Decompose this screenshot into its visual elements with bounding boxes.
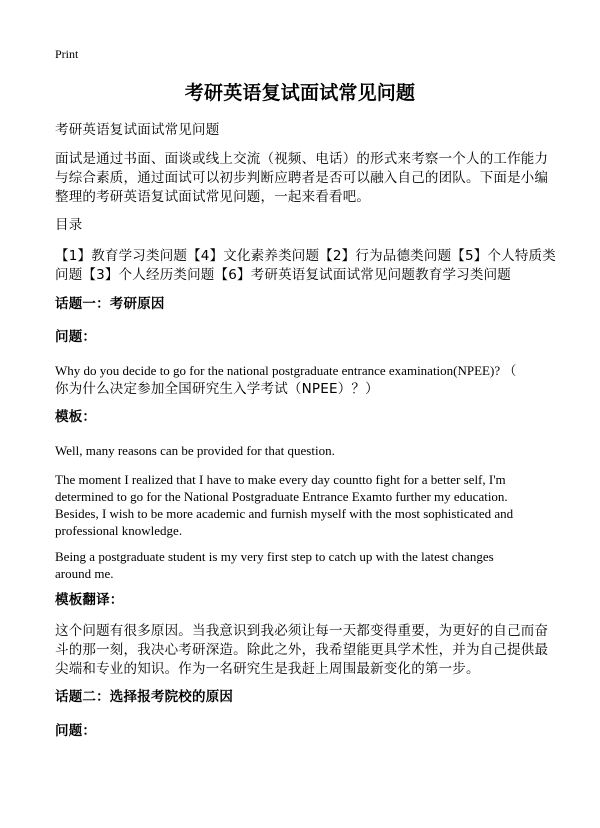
question-english: Why do you decide to go for the national postgraduate entrance examination(NPEE)? （ [55, 363, 517, 378]
question2-label: 问题： [55, 723, 97, 739]
template-label: 模板： [55, 409, 97, 425]
question-label: 问题： [55, 329, 97, 345]
answer-line: Besides, I wish to be more academic and furnish myself with the most sophisticated and [55, 506, 514, 521]
print-label: Print [55, 47, 79, 61]
translation-line: 尖端和专业的知识。作为一名研究生是我赶上周围最新变化的第一步。 [55, 661, 480, 677]
answer-paragraph-1: Well, many reasons can be provided for that question. [55, 443, 335, 458]
intro-paragraph [55, 150, 550, 207]
answer-line: around me. [55, 566, 114, 581]
answer-line: The moment I realized that I have to make every day countto fight for a better self, I'm [55, 472, 506, 487]
intro-line: 整理的考研英语复试面试常见问题，一起来看看吧。 [55, 189, 371, 205]
toc-label: 目录 [55, 217, 83, 233]
translation-label: 模板翻译： [55, 592, 124, 608]
intro-line: 与综合素质，通过面试可以初步判断应聘者是否可以融入自己的团队。下面是小编 [55, 170, 549, 186]
question-text [55, 361, 550, 399]
table-of-contents [55, 247, 556, 285]
page-title: 考研英语复试面试常见问题 [184, 82, 416, 104]
document-subtitle: 考研英语复试面试常见问题 [55, 122, 220, 138]
translation-paragraph [55, 622, 550, 679]
toc-line: 问题【3】个人经历类问题【6】考研英语复试面试常见问题教育学习类问题 [55, 267, 511, 283]
toc-line: 【1】教育学习类问题【4】文化素养类问题【2】行为品德类问题【5】个人特质类 [55, 248, 556, 264]
question-chinese: 你为什么决定参加全国研究生入学考试（NPEE）？） [55, 381, 379, 397]
answer-paragraph-2 [55, 471, 550, 539]
translation-line: 这个问题有很多原因。当我意识到我必须让每一天都变得重要，为更好的自己而奋 [55, 623, 549, 639]
translation-line: 斗的那一刻，我决心考研深造。除此之外，我希望能更具学术性，并为自己提供最 [55, 642, 549, 658]
topic1-heading: 话题一：考研原因 [55, 296, 165, 312]
topic2-heading: 话题二：选择报考院校的原因 [55, 689, 234, 705]
answer-line: Being a postgraduate student is my very first step to catch up with the latest changes [55, 549, 494, 564]
answer-line: determined to go for the National Postgraduate Entrance Examto further my education. [55, 489, 508, 504]
answer-paragraph-3 [55, 548, 550, 582]
answer-line: professional knowledge. [55, 523, 183, 538]
intro-line: 面试是通过书面、面谈或线上交流（视频、电话）的形式来考察一个人的工作能力 [55, 151, 549, 167]
